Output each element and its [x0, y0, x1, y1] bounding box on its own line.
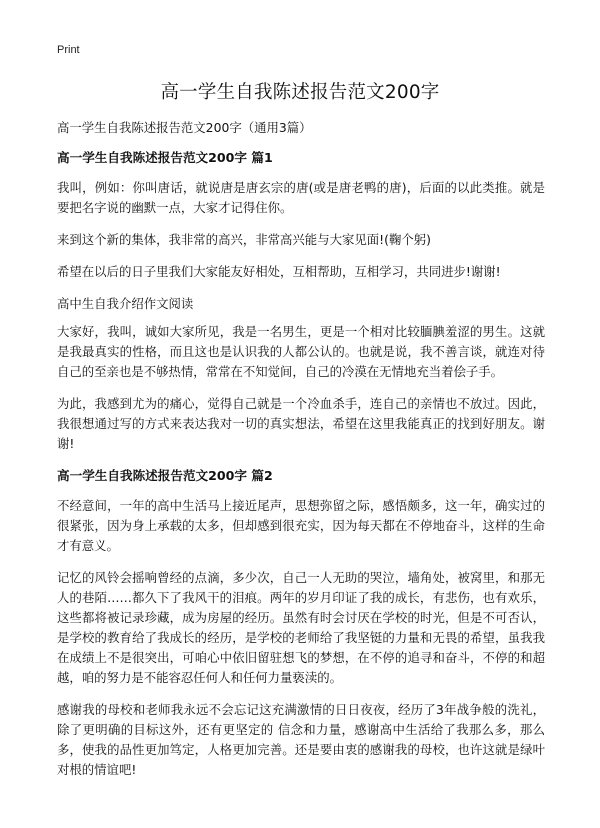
paragraph: 感谢我的母校和老师我永远不会忘记这充满激情的日日夜夜，经历了3年战争般的洗礼，除了更明确的目标这外，还有更坚定的 信念和力量，感谢高中生活给了我那么多，那么多，使我的品性更加笃定，人格更加完善。还是要由衷的感谢我的母校，也许这就是绿叶对根的情谊吧! [57, 702, 545, 777]
section-heading-2: 高一学生自我陈述报告范文200字 篇2 [57, 468, 273, 483]
page-title: 高一学生自我陈述报告范文200字 [160, 82, 440, 103]
document-body [57, 118, 545, 792]
paragraph: 不经意间，一年的高中生活马上接近尾声，思想弥留之际，感悟颇多，这一年，确实过的很紧张，因为身上承载的太多，但却感到很充实，因为每天都在不停地奋斗，这样的生命才有意义。 [57, 498, 545, 553]
document-subtitle: 高一学生自我陈述报告范文200字（通用3篇） [57, 120, 312, 135]
paragraph: 大家好，我叫，诚如大家所见，我是一名男生，更是一个相对比较腼腆羞涩的男生。这就是我最真实的性格，而且这也是认识我的人都公认的。也就是说，我不善言谈，就连对待自己的至亲也是不够热情，常常在不知觉间，自己的冷漠在无情地充当着侩子手。 [57, 324, 545, 379]
section-heading-1: 高一学生自我陈述报告范文200字 篇1 [57, 150, 273, 165]
paragraph: 为此，我感到尤为的痛心，觉得自己就是一个冷血杀手，连自己的亲情也不放过。因此，我很想通过写的方式来表达我对一切的真实想法，希望在这里我能真正的找到好朋友。谢谢! [57, 396, 545, 451]
paragraph: 来到这个新的集体，我非常的高兴，非常高兴能与大家见面!(鞠个躬) [57, 232, 431, 247]
paragraph: 我叫，例如：你叫唐话，就说唐是唐玄宗的唐(或是唐老鸭的唐)，后面的以此类推。就是要把名字说的幽默一点，大家才记得住你。 [57, 180, 545, 215]
paragraph: 希望在以后的日子里我们大家能友好相处，互相帮助，互相学习，共同进步!谢谢! [57, 264, 501, 279]
print-label[interactable]: Print [57, 44, 80, 56]
paragraph: 高中生自我介绍作文阅读 [57, 296, 194, 311]
paragraph: 记忆的风铃会摇响曾经的点滴，多少次，自己一人无助的哭泣，墙角处，被窝里，和那无人的巷陌……都久下了我风干的泪痕。两年的岁月印证了我的成长，有悲伤，也有欢乐，这些都将被记录珍藏，成为房屋的经历。虽然有时会讨厌在学校的时光，但是不可否认，是学校的教育给了我成长的经历，是学校的老师给了我坚铤的力量和无畏的希望，虽我我在成绩上不是很突出，可咱心中依旧留驻想飞的梦想，在不停的追寻和奋斗，不停的和超越，咱的努力是不能容忍任何人和任何力量亵渎的。 [57, 570, 545, 685]
